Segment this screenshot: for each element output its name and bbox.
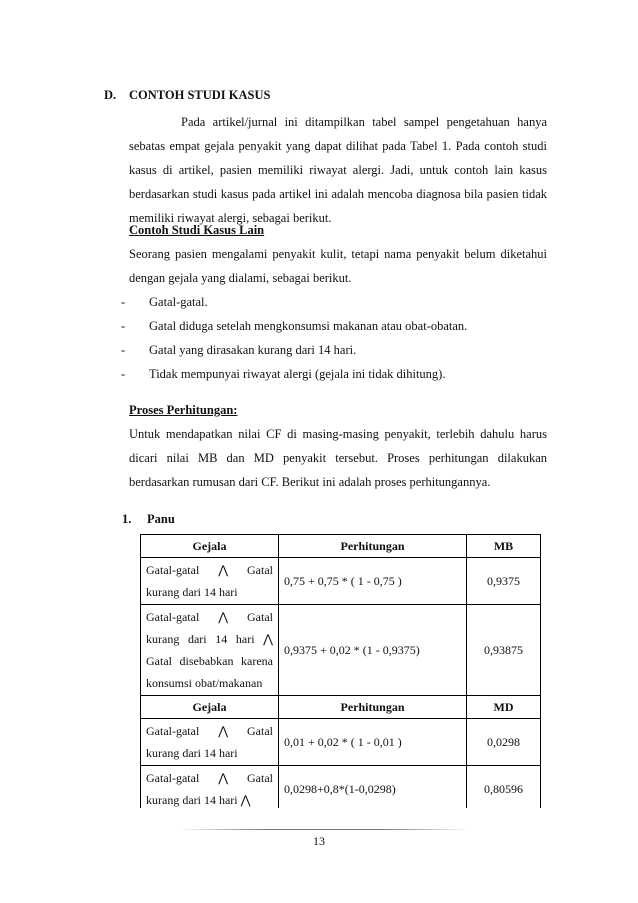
cell-md-value: 0,0298	[467, 719, 541, 766]
cell-perhitungan: 0,75 + 0,75 * ( 1 - 0,75 )	[279, 558, 467, 605]
process-paragraph-block	[129, 422, 547, 494]
table-row	[141, 558, 541, 605]
cell-perhitungan: 0,0298+0,8*(1-0,0298)	[279, 766, 467, 809]
symptom-list	[129, 290, 547, 386]
md-header-row	[141, 696, 541, 719]
header-gejala: Gejala	[141, 535, 279, 558]
process-paragraph: Untuk mendapatkan nilai CF di masing-masing penyakit, terlebih dahulu harus dicari nilai MB dan MD penyakit tersebut. Proses perhitungan dilakukan berdasarkan rumusan dari CF. Berikut ini adalah proses perhitungannya.	[129, 427, 547, 489]
case-paragraph: Seorang pasien mengalami penyakit kulit, tetapi nama penyakit belum diketahui dengan gejala yang dialami, sebagai berikut.	[129, 247, 547, 285]
cell-mb-value: 0,9375	[467, 558, 541, 605]
header-perhitungan: Perhitungan	[279, 535, 467, 558]
cell-mb-value: 0,93875	[467, 605, 541, 696]
footer-divider	[178, 829, 470, 830]
disease-heading	[122, 512, 175, 527]
symptom-item: - Gatal-gatal.	[129, 290, 547, 314]
symptom-item: - Gatal yang dirasakan kurang dari 14 hari.	[129, 338, 547, 362]
symptom-list-block	[129, 290, 547, 386]
cell-md-value: 0,80596	[467, 766, 541, 809]
disease-title: Panu	[147, 512, 175, 526]
case-title-block	[129, 218, 547, 242]
cell-gejala: Gatal-gatal ⋀ Gatal kurang dari 14 hari ⋀ Gatal disebabkan karena konsumsi obat/makanan	[141, 605, 279, 696]
cell-gejala: Gatal-gatal ⋀ Gatal kurang dari 14 hari ⋀	[141, 766, 279, 809]
cell-perhitungan: 0,9375 + 0,02 * (1 - 0,9375)	[279, 605, 467, 696]
page-number: 13	[313, 834, 325, 848]
header-gejala: Gejala	[141, 696, 279, 719]
table-row	[141, 766, 541, 809]
section-title: CONTOH STUDI KASUS	[129, 88, 271, 102]
header-mb: MB	[467, 535, 541, 558]
calculation-table	[140, 534, 541, 808]
process-title: Proses Perhitungan:	[129, 403, 238, 417]
case-paragraph-block	[129, 242, 547, 290]
header-md: MD	[467, 696, 541, 719]
header-perhitungan: Perhitungan	[279, 696, 467, 719]
symptom-item: - Gatal diduga setelah mengkonsumsi makanan atau obat-obatan.	[129, 314, 547, 338]
cell-gejala: Gatal-gatal ⋀ Gatal kurang dari 14 hari	[141, 719, 279, 766]
disease-number: 1.	[122, 512, 132, 526]
section-letter: D.	[104, 88, 117, 102]
table-row	[141, 719, 541, 766]
mb-header-row	[141, 535, 541, 558]
process-title-block	[129, 398, 547, 422]
cell-perhitungan: 0,01 + 0,02 * ( 1 - 0,01 )	[279, 719, 467, 766]
cell-gejala: Gatal-gatal ⋀ Gatal kurang dari 14 hari	[141, 558, 279, 605]
symptom-item: - Tidak mempunyai riwayat alergi (gejala ini tidak dihitung).	[129, 362, 547, 386]
intro-paragraph-block	[129, 110, 547, 230]
intro-paragraph: Pada artikel/jurnal ini ditampilkan tabel sampel pengetahuan hanya sebatas empat gejala penyakit yang dapat dilihat pada Tabel 1. Pada contoh studi kasus di artikel, pasien memiliki riwayat alergi. Jadi, untuk contoh lain kasus berdasarkan studi kasus pada artikel ini adalah mencoba diagnosa bila pasien tidak memiliki riwayat alergi, sebagai berikut.	[129, 115, 547, 225]
table-row	[141, 605, 541, 696]
section-heading	[104, 88, 270, 103]
case-title: Contoh Studi Kasus Lain	[129, 223, 265, 237]
